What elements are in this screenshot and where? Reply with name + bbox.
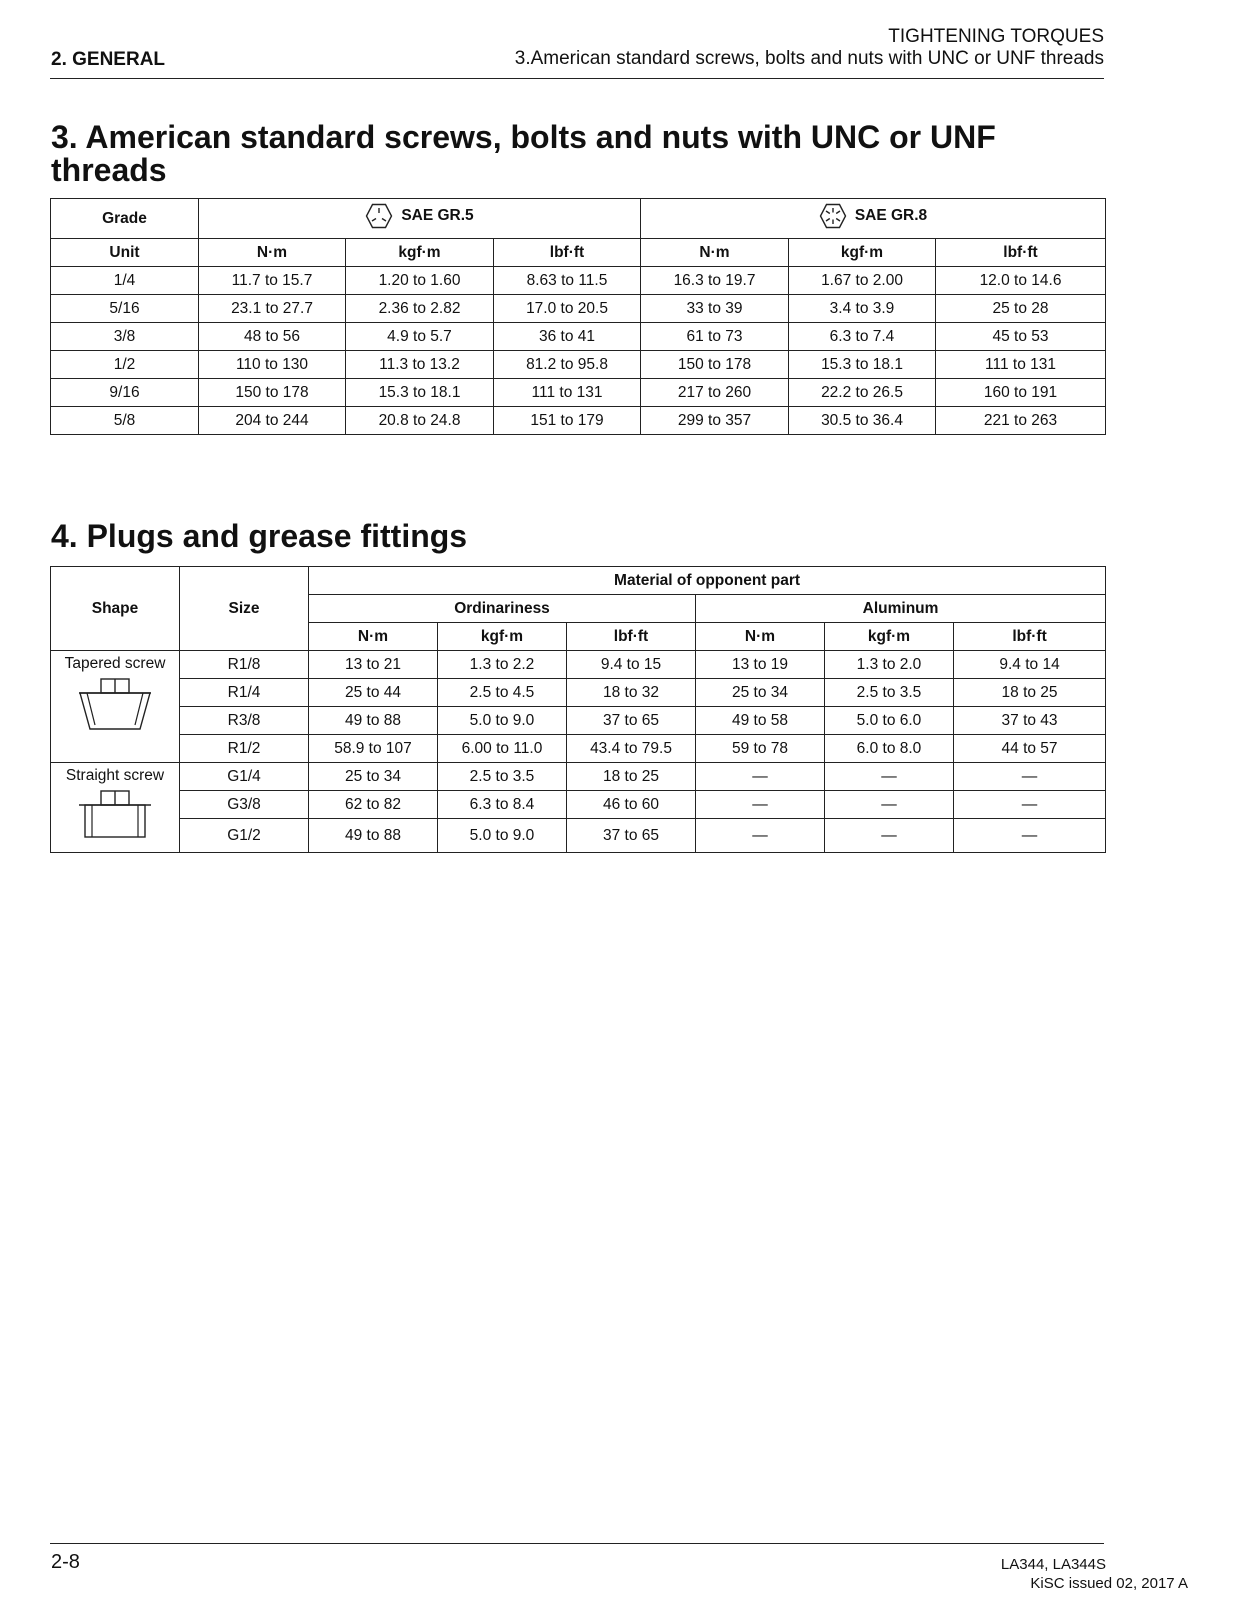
size-cell: G3/8 — [180, 791, 309, 819]
value-cell: 110 to 130 — [199, 351, 346, 379]
ordinariness-header: Ordinariness — [309, 595, 696, 623]
section3-title-line1: 3. American standard screws, bolts and nuts with UNC or UNF — [51, 119, 996, 155]
section3-title-line2: threads — [51, 152, 167, 188]
size-cell: R1/2 — [180, 735, 309, 763]
unit-cell: lbf·ft — [494, 239, 641, 267]
value-cell: 49 to 88 — [309, 819, 438, 853]
unit-cell: N·m — [641, 239, 789, 267]
value-cell: 1.3 to 2.2 — [438, 651, 567, 679]
footer-model: LA344, LA344S — [1000, 1556, 1106, 1573]
sae-gr8-label: SAE GR.8 — [854, 207, 928, 224]
value-cell: 6.00 to 11.0 — [438, 735, 567, 763]
size-cell: 1/4 — [51, 267, 199, 295]
value-cell: 13 to 19 — [696, 651, 825, 679]
value-cell: 62 to 82 — [309, 791, 438, 819]
table-row — [51, 379, 1106, 407]
value-cell: — — [954, 819, 1106, 853]
table-row — [51, 707, 1106, 735]
value-cell: 2.36 to 2.82 — [346, 295, 494, 323]
table-row — [51, 819, 1106, 853]
value-cell: 5.0 to 6.0 — [825, 707, 954, 735]
value-cell: 17.0 to 20.5 — [494, 295, 641, 323]
size-cell: 3/8 — [51, 323, 199, 351]
table-row — [51, 267, 1106, 295]
value-cell: 37 to 65 — [567, 707, 696, 735]
value-cell: 25 to 44 — [309, 679, 438, 707]
value-cell: 12.0 to 14.6 — [936, 267, 1106, 295]
grade-header: Grade — [51, 199, 199, 239]
value-cell: 9.4 to 14 — [954, 651, 1106, 679]
tapered-screw-plug-icon — [77, 677, 153, 733]
value-cell: 3.4 to 3.9 — [789, 295, 936, 323]
value-cell: 221 to 263 — [936, 407, 1106, 435]
value-cell: 5.0 to 9.0 — [438, 819, 567, 853]
straight-screw-plug-icon — [77, 789, 153, 839]
value-cell: 11.7 to 15.7 — [199, 267, 346, 295]
table-row — [51, 567, 1106, 595]
value-cell: 58.9 to 107 — [309, 735, 438, 763]
value-cell: 22.2 to 26.5 — [789, 379, 936, 407]
value-cell: 299 to 357 — [641, 407, 789, 435]
value-cell: 4.9 to 5.7 — [346, 323, 494, 351]
table-row — [51, 763, 1106, 791]
footer-info — [1001, 1555, 1188, 1593]
value-cell: 48 to 56 — [199, 323, 346, 351]
unit-cell: kgf·m — [438, 623, 567, 651]
footer-issue: KiSC issued 02, 2017 A — [1030, 1575, 1188, 1592]
value-cell: 15.3 to 18.1 — [789, 351, 936, 379]
material-header: Material of opponent part — [309, 567, 1106, 595]
value-cell: 9.4 to 15 — [567, 651, 696, 679]
unit-cell: lbf·ft — [954, 623, 1106, 651]
aluminum-header: Aluminum — [696, 595, 1106, 623]
value-cell: 2.5 to 4.5 — [438, 679, 567, 707]
size-cell: R1/8 — [180, 651, 309, 679]
size-cell: G1/4 — [180, 763, 309, 791]
hexagon-bolt-head-6-marks-icon — [819, 202, 847, 230]
size-cell: R3/8 — [180, 707, 309, 735]
table-row — [51, 199, 1106, 239]
value-cell: 15.3 to 18.1 — [346, 379, 494, 407]
value-cell: 25 to 28 — [936, 295, 1106, 323]
header-topic: 3.American standard screws, bolts and nuts with UNC or UNF threads — [514, 48, 1104, 69]
value-cell: — — [696, 819, 825, 853]
section3-title — [51, 121, 996, 187]
sae-gr8-header — [641, 199, 1106, 239]
value-cell: 2.5 to 3.5 — [825, 679, 954, 707]
unit-cell: N·m — [696, 623, 825, 651]
page-number: 2-8 — [51, 1551, 80, 1573]
value-cell: — — [696, 763, 825, 791]
table-row — [51, 679, 1106, 707]
sae-torque-table — [50, 198, 1106, 435]
value-cell: 49 to 88 — [309, 707, 438, 735]
table-row — [51, 351, 1106, 379]
value-cell: 5.0 to 9.0 — [438, 707, 567, 735]
value-cell: — — [825, 763, 954, 791]
value-cell: 11.3 to 13.2 — [346, 351, 494, 379]
value-cell: 36 to 41 — [494, 323, 641, 351]
value-cell: 111 to 131 — [494, 379, 641, 407]
value-cell: 2.5 to 3.5 — [438, 763, 567, 791]
value-cell: 37 to 65 — [567, 819, 696, 853]
size-cell: 9/16 — [51, 379, 199, 407]
size-cell: 5/8 — [51, 407, 199, 435]
value-cell: 20.8 to 24.8 — [346, 407, 494, 435]
value-cell: 16.3 to 19.7 — [641, 267, 789, 295]
value-cell: — — [825, 819, 954, 853]
tapered-screw-label: Tapered screw — [64, 655, 166, 672]
unit-cell: lbf·ft — [936, 239, 1106, 267]
section4-title: 4. Plugs and grease fittings — [51, 518, 468, 554]
value-cell: 6.0 to 8.0 — [825, 735, 954, 763]
value-cell: 49 to 58 — [696, 707, 825, 735]
value-cell: 150 to 178 — [641, 351, 789, 379]
value-cell: — — [954, 763, 1106, 791]
value-cell: 6.3 to 8.4 — [438, 791, 567, 819]
value-cell: 150 to 178 — [199, 379, 346, 407]
value-cell: 25 to 34 — [309, 763, 438, 791]
sae-gr5-label: SAE GR.5 — [401, 207, 474, 224]
header-divider — [50, 78, 1104, 79]
straight-screw-label: Straight screw — [65, 767, 165, 784]
value-cell: 13 to 21 — [309, 651, 438, 679]
table-row — [51, 295, 1106, 323]
value-cell: 25 to 34 — [696, 679, 825, 707]
value-cell: 160 to 191 — [936, 379, 1106, 407]
value-cell: — — [825, 791, 954, 819]
table-row — [51, 239, 1106, 267]
table-row — [51, 735, 1106, 763]
value-cell: 43.4 to 79.5 — [567, 735, 696, 763]
value-cell: 23.1 to 27.7 — [199, 295, 346, 323]
value-cell: — — [696, 791, 825, 819]
value-cell: 44 to 57 — [954, 735, 1106, 763]
table-row — [51, 323, 1106, 351]
value-cell: 18 to 25 — [567, 763, 696, 791]
value-cell: 33 to 39 — [641, 295, 789, 323]
unit-cell: kgf·m — [346, 239, 494, 267]
value-cell: 111 to 131 — [936, 351, 1106, 379]
value-cell: 59 to 78 — [696, 735, 825, 763]
value-cell: 61 to 73 — [641, 323, 789, 351]
value-cell: 1.20 to 1.60 — [346, 267, 494, 295]
unit-cell: lbf·ft — [567, 623, 696, 651]
header-chapter: TIGHTENING TORQUES — [888, 26, 1104, 47]
unit-header: Unit — [51, 239, 199, 267]
value-cell: 1.67 to 2.00 — [789, 267, 936, 295]
header-section: 2. GENERAL — [51, 49, 166, 70]
shape-header: Shape — [51, 567, 180, 651]
size-cell: 1/2 — [51, 351, 199, 379]
unit-cell: kgf·m — [825, 623, 954, 651]
plugs-torque-table — [50, 566, 1106, 853]
unit-cell: N·m — [199, 239, 346, 267]
value-cell: 6.3 to 7.4 — [789, 323, 936, 351]
table-row — [51, 651, 1106, 679]
unit-cell: kgf·m — [789, 239, 936, 267]
value-cell: 45 to 53 — [936, 323, 1106, 351]
header-right — [515, 26, 1104, 70]
value-cell: 18 to 25 — [954, 679, 1106, 707]
value-cell: 204 to 244 — [199, 407, 346, 435]
value-cell: 30.5 to 36.4 — [789, 407, 936, 435]
hexagon-bolt-head-3-marks-icon — [365, 202, 393, 230]
value-cell: 37 to 43 — [954, 707, 1106, 735]
size-header: Size — [180, 567, 309, 651]
value-cell: 1.3 to 2.0 — [825, 651, 954, 679]
value-cell: — — [954, 791, 1106, 819]
size-cell: 5/16 — [51, 295, 199, 323]
size-cell: G1/2 — [180, 819, 309, 853]
footer-divider — [50, 1543, 1104, 1544]
sae-gr5-header — [199, 199, 641, 239]
unit-cell: N·m — [309, 623, 438, 651]
value-cell: 151 to 179 — [494, 407, 641, 435]
table-row — [51, 791, 1106, 819]
value-cell: 46 to 60 — [567, 791, 696, 819]
tapered-screw-cell — [51, 651, 180, 763]
value-cell: 81.2 to 95.8 — [494, 351, 641, 379]
value-cell: 217 to 260 — [641, 379, 789, 407]
value-cell: 18 to 32 — [567, 679, 696, 707]
straight-screw-cell — [51, 763, 180, 853]
table-row — [51, 407, 1106, 435]
value-cell: 8.63 to 11.5 — [494, 267, 641, 295]
size-cell: R1/4 — [180, 679, 309, 707]
